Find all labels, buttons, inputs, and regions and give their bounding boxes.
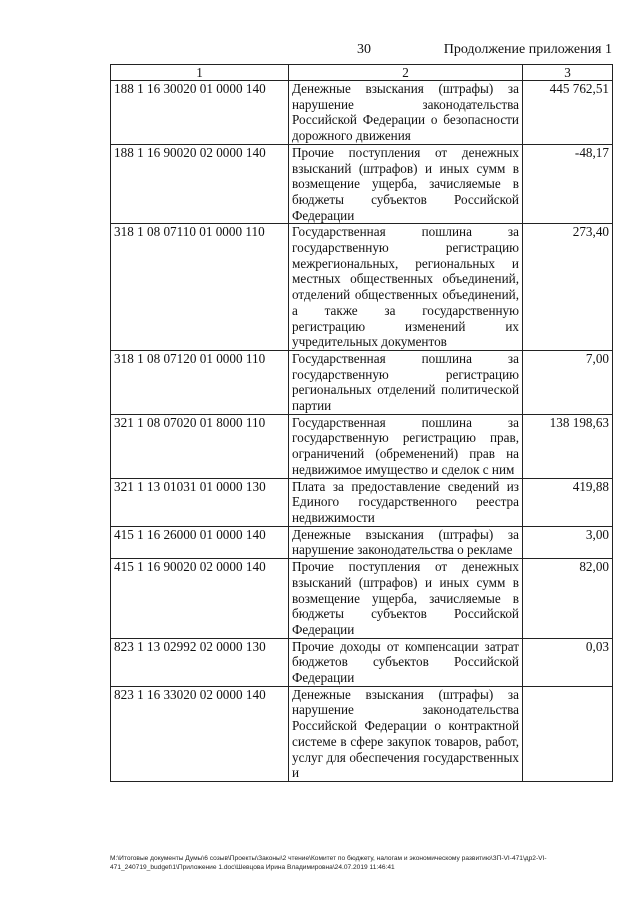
budget-code: 318 1 08 07110 01 0000 110 [111,224,289,351]
revenue-description: Прочие поступления от денежных взысканий (штрафов) и иных сумм в возмещение ущерба, зачисляемые в бюджеты субъектов Российской Федерации [289,559,523,639]
revenue-description: Прочие доходы от компенсации затрат бюджетов субъектов Российской Федерации [289,638,523,686]
budget-code: 318 1 08 07120 01 0000 110 [111,350,289,414]
revenue-amount: 273,40 [523,224,613,351]
document-path-footer: M:\Итоговые документы Думы\6 созыв\Проекты\Законы\2 чтение\Комитет по бюджету, налогам и экономическому развитию\ЗП-VI-471\др2-VI-471_240719_budget\1\Приложение 1.doc\Шевцова Ирина Владимировна\24.07.2019 11:46:41 [110,855,547,871]
table-row [111,559,613,639]
revenue-description: Плата за предоставление сведений из Единого государственного реестра недвижимости [289,478,523,526]
budget-code: 321 1 13 01031 01 0000 130 [111,478,289,526]
budget-code: 188 1 16 30020 01 0000 140 [111,81,289,145]
revenue-description: Денежные взыскания (штрафы) за нарушение законодательства о рекламе [289,526,523,558]
revenue-amount: 3,00 [523,526,613,558]
budget-code: 823 1 13 02992 02 0000 130 [111,638,289,686]
table-row [111,526,613,558]
column-header-code: 1 [111,65,289,81]
revenue-amount: 7,00 [523,350,613,414]
budget-code: 415 1 16 26000 01 0000 140 [111,526,289,558]
revenue-description: Государственная пошлина за государственную регистрацию межрегиональных, региональных и местных общественных объединений, отделений общественных объединений, а также за государственную регистрацию изменений их учредительных документов [289,224,523,351]
column-header-row [111,65,613,81]
continuation-caption: Продолжение приложения 1 [443,42,612,57]
revenue-description: Прочие поступления от денежных взысканий (штрафов) и иных сумм в возмещение ущерба, зачисляемые в бюджеты субъектов Российской Федерации [289,144,523,224]
revenue-description: Государственная пошлина за государственную регистрацию прав, ограничений (обременений) прав на недвижимое имущество и сделок с ним [289,414,523,478]
revenue-amount: 0,03 [523,638,613,686]
table-row [111,414,613,478]
revenue-amount [523,686,613,781]
budget-code: 415 1 16 90020 02 0000 140 [111,559,289,639]
table-row [111,81,613,145]
revenue-table [110,64,613,782]
table-row [111,144,613,224]
table-row [111,224,613,351]
budget-code: 321 1 08 07020 01 8000 110 [111,414,289,478]
revenue-amount: 82,00 [523,559,613,639]
revenue-amount: -48,17 [523,144,613,224]
revenue-amount: 138 198,63 [523,414,613,478]
revenue-amount: 419,88 [523,478,613,526]
revenue-description: Денежные взыскания (штрафы) за нарушение законодательства Российской Федерации о безопасности дорожного движения [289,81,523,145]
table-row [111,686,613,781]
budget-code: 188 1 16 90020 02 0000 140 [111,144,289,224]
table-row [111,350,613,414]
column-header-amount: 3 [523,65,613,81]
budget-code: 823 1 16 33020 02 0000 140 [111,686,289,781]
page-number: 30 [357,42,371,57]
revenue-description: Денежные взыскания (штрафы) за нарушение законодательства Российской Федерации о контрактной системе в сфере закупок товаров, работ, услуг для обеспечения государственных и [289,686,523,781]
table-row [111,478,613,526]
revenue-description: Государственная пошлина за государственную регистрацию региональных отделений политической партии [289,350,523,414]
column-header-description: 2 [289,65,523,81]
table-row [111,638,613,686]
revenue-amount: 445 762,51 [523,81,613,145]
